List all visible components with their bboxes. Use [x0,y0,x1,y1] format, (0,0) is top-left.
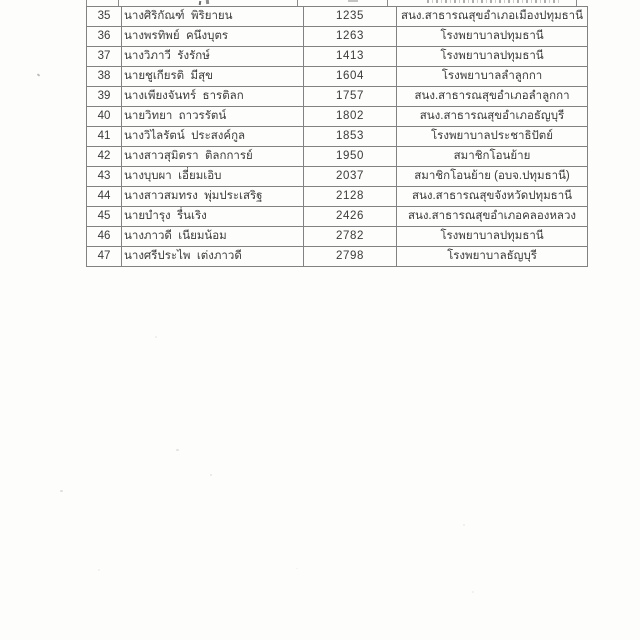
row-number: 43 [87,167,122,187]
member-name: นางบุบผา เอี่ยมเอิบ [122,167,304,187]
member-name: นางภาวดี เนียมน้อม [122,227,304,247]
row-number: 46 [87,227,122,247]
clipped-text-fragment [348,0,358,2]
member-number: 1757 [304,87,397,107]
scan-speckle [472,591,474,593]
member-name: นายชูเกียรติ มีสุข [122,67,304,87]
member-org: โรงพยาบาลธัญบุรี [397,247,588,267]
member-number: 1413 [304,47,397,67]
table-row [87,67,588,87]
table-row [87,7,588,27]
member-name: นางศรีประไพ เต่งภาวดี [122,247,304,267]
member-org: โรงพยาบาลปทุมธานี [397,27,588,47]
member-number: 1604 [304,67,397,87]
row-number: 39 [87,87,122,107]
member-name: นางพรทิพย์ คนึงบุตร [122,27,304,47]
scan-speckle [176,449,179,451]
row-number: 38 [87,67,122,87]
member-org: โรงพยาบาลปทุมธานี [397,47,588,67]
row-number: 47 [87,247,122,267]
scan-speckle [155,336,157,338]
row-number: 37 [87,47,122,67]
member-org: สนง.สาธารณสุขอำเภอลำลูกกา [397,87,588,107]
row-number: 42 [87,147,122,167]
member-org: สนง.สาธารณสุขจังหวัดปทุมธานี [397,187,588,207]
table-row [87,247,588,267]
member-name: นางสาวสมทรง พุ่มประเสริฐ [122,187,304,207]
member-number: 1853 [304,127,397,147]
member-table-body [87,7,588,267]
member-org: สนง.สาธารณสุขอำเภอเมืองปทุมธานี [397,7,588,27]
member-number: 2128 [304,187,397,207]
table-row [87,187,588,207]
member-list-table [86,6,588,267]
member-number: 1802 [304,107,397,127]
table-row [87,87,588,107]
scan-speckle [37,73,41,76]
member-number: 1950 [304,147,397,167]
member-name: นางวิภาวี รังรักษ์ [122,47,304,67]
member-org: โรงพยาบาลลำลูกกา [397,67,588,87]
member-number: 2798 [304,247,397,267]
member-number: 2037 [304,167,397,187]
table-row [87,167,588,187]
scan-speckle [60,490,63,492]
scan-speckle [296,568,298,569]
row-number: 44 [87,187,122,207]
table-row [87,227,588,247]
row-number: 45 [87,207,122,227]
scan-speckle [463,524,465,526]
member-org: สนง.สาธารณสุขอำเภอคลองหลวง [397,207,588,227]
row-number: 41 [87,127,122,147]
member-name: นางสาวสุมิตรา ติลกการย์ [122,147,304,167]
row-number: 35 [87,7,122,27]
member-org: โรงพยาบาลปทุมธานี [397,227,588,247]
member-name: นายบำรุง รื่นเริง [122,207,304,227]
scan-speckle [210,474,212,476]
member-number: 1235 [304,7,397,27]
member-number: 2426 [304,207,397,227]
row-number: 40 [87,107,122,127]
member-name: นางศิริกัณฑ์ พิริยายน [122,7,304,27]
table-row [87,127,588,147]
member-org: สมาชิกโอนย้าย [397,147,588,167]
member-number: 2782 [304,227,397,247]
member-org: สนง.สาธารณสุขอำเภอธัญบุรี [397,107,588,127]
scan-speckle [98,569,100,571]
member-number: 1263 [304,27,397,47]
table-row [87,47,588,67]
member-name: นายวิทยา ถาวรรัตน์ [122,107,304,127]
clipped-text-fragment [427,0,559,3]
member-org: สมาชิกโอนย้าย (อบจ.ปทุมธานี) [397,167,588,187]
row-number: 36 [87,27,122,47]
member-name: นางเพียงจันทร์ ธารติลก [122,87,304,107]
member-name: นางวิไลรัตน์ ประสงค์กูล [122,127,304,147]
table-row [87,107,588,127]
table-row [87,27,588,47]
clipped-text-fragment [206,0,209,4]
member-org: โรงพยาบาลประชาธิปัตย์ [397,127,588,147]
table-row [87,147,588,167]
table-row [87,207,588,227]
clipped-text-fragment [199,1,202,5]
